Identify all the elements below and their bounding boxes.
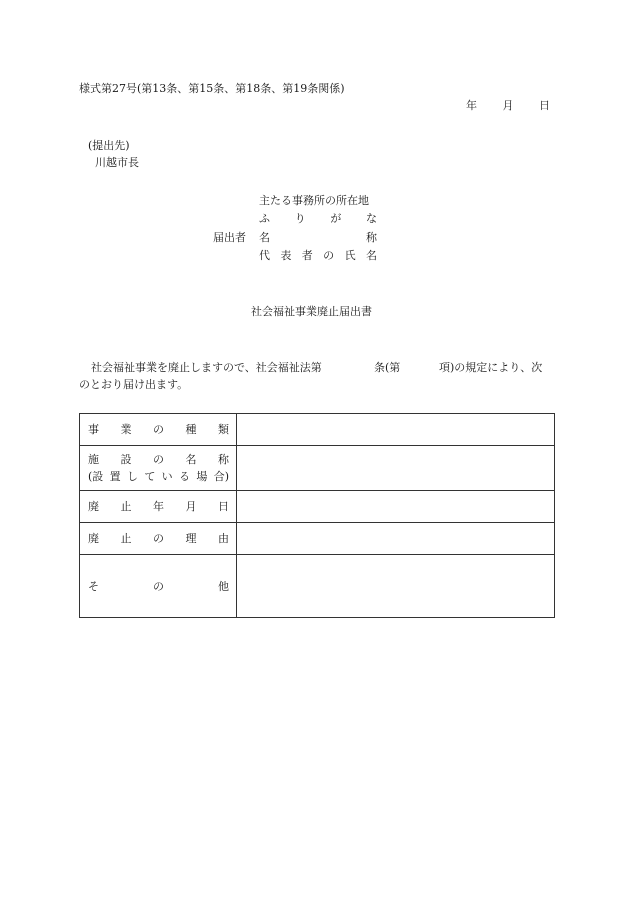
label-abolition-reason: 廃 止 の 理 由 bbox=[80, 523, 237, 555]
label-facility-name: 施 設 の 名 称 (設 置 し て い る 場 合) bbox=[80, 446, 237, 491]
furigana-label: ふ り が な bbox=[259, 212, 377, 225]
date-line bbox=[466, 100, 550, 111]
table-row-abolition-reason bbox=[80, 523, 555, 555]
table-row-facility-name bbox=[80, 446, 555, 491]
org-name-label: 名 称 bbox=[259, 231, 377, 244]
applicant-role-label: 届出者 bbox=[213, 231, 246, 244]
label-other: そ の 他 bbox=[80, 555, 237, 618]
body-line1-part3: 項)の規定により、次 bbox=[439, 361, 543, 374]
label-abolition-date: 廃 止 年 月 日 bbox=[80, 491, 237, 523]
table-row-other bbox=[80, 555, 555, 618]
year-label: 年 bbox=[466, 99, 477, 112]
notification-table bbox=[79, 413, 555, 618]
value-abolition-reason[interactable] bbox=[237, 523, 555, 555]
month-label: 月 bbox=[502, 99, 514, 112]
recipient-name: 川越市長 bbox=[95, 156, 139, 169]
body-line2: のとおり届け出ます。 bbox=[79, 378, 189, 391]
table-row-business-type bbox=[80, 414, 555, 446]
value-abolition-date[interactable] bbox=[237, 491, 555, 523]
document-title: 社会福祉事業廃止届出書 bbox=[251, 305, 372, 318]
recipient-heading: (提出先) bbox=[88, 139, 130, 152]
representative-label: 代 表 者 の 氏 名 bbox=[259, 249, 377, 262]
day-label: 日 bbox=[539, 99, 550, 112]
value-other[interactable] bbox=[237, 555, 555, 618]
table-row-abolition-date bbox=[80, 491, 555, 523]
value-facility-name[interactable] bbox=[237, 446, 555, 491]
label-business-type: 事 業 の 種 類 bbox=[80, 414, 237, 446]
value-business-type[interactable] bbox=[237, 414, 555, 446]
body-line1-part2: 条(第 bbox=[374, 361, 401, 374]
form-number: 様式第27号(第13条、第15条、第18条、第19条関係) bbox=[79, 82, 345, 95]
address-label: 主たる事務所の所在地 bbox=[259, 194, 369, 207]
body-line1-part1: 社会福祉事業を廃止しますので、社会福祉法第 bbox=[91, 361, 322, 374]
